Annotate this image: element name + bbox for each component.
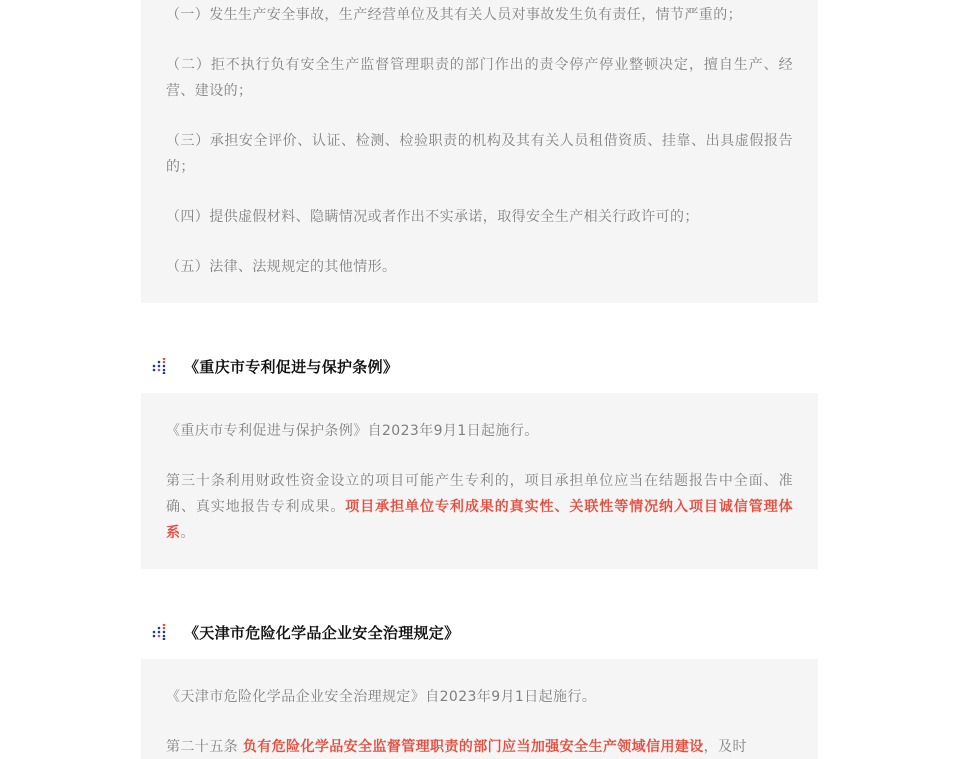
section2-paragraph-text: 第三十条利用财政性资金设立的项目可能产生专利的，项目承担单位应当在结题报告中全面、准确、真实地报告专利成果。 (166, 473, 793, 515)
section2-heading (152, 354, 398, 378)
clause-item-1: （一）发生生产安全事故，生产经营单位及其有关人员对事故发生负有责任，情节严重的； (166, 7, 742, 23)
dots-grid-icon (152, 624, 168, 640)
section2-intro: 《重庆市专利促进与保护条例》自2023年9月1日起施行。 (166, 423, 539, 439)
section3-content-block (141, 659, 818, 759)
clause-item-4: （四）提供虚假材料、隐瞒情况或者作出不实承诺，取得安全生产相关行政许可的； (166, 209, 699, 225)
section2-highlight-text: 项目承担单位专利成果的真实性、关联性等情况纳入项目诚信管理体系 (166, 499, 793, 541)
section3-paragraph (166, 734, 793, 759)
section2-content-block (141, 393, 818, 569)
clause-item-2: （二）拒不执行负有安全生产监督管理职责的部门作出的责令停产停业整顿决定，擅自生产、经营、建设的； (166, 57, 793, 99)
section2-paragraph (166, 468, 793, 546)
section3-intro: 《天津市危险化学品企业安全治理规定》自2023年9月1日起施行。 (166, 689, 597, 705)
section2-paragraph-end: 。 (180, 525, 195, 541)
section3-heading (152, 620, 459, 644)
clause-item-5: （五）法律、法规规定的其他情形。 (166, 259, 397, 275)
section3-paragraph-suffix: ，及时 (703, 739, 747, 755)
dots-grid-icon (152, 358, 168, 374)
section3-heading-title: 《天津市危险化学品企业安全治理规定》 (184, 623, 460, 642)
section3-paragraph-prefix: 第二十五条 (166, 739, 243, 755)
section2-heading-title: 《重庆市专利促进与保护条例》 (184, 357, 399, 376)
section1-content-block (141, 0, 818, 303)
clause-item-3: （三）承担安全评价、认证、检测、检验职责的机构及其有关人员租借资质、挂靠、出具虚假报告的； (166, 133, 793, 175)
section3-highlight-text: 负有危险化学品安全监督管理职责的部门应当加强安全生产领域信用建设 (242, 739, 704, 755)
